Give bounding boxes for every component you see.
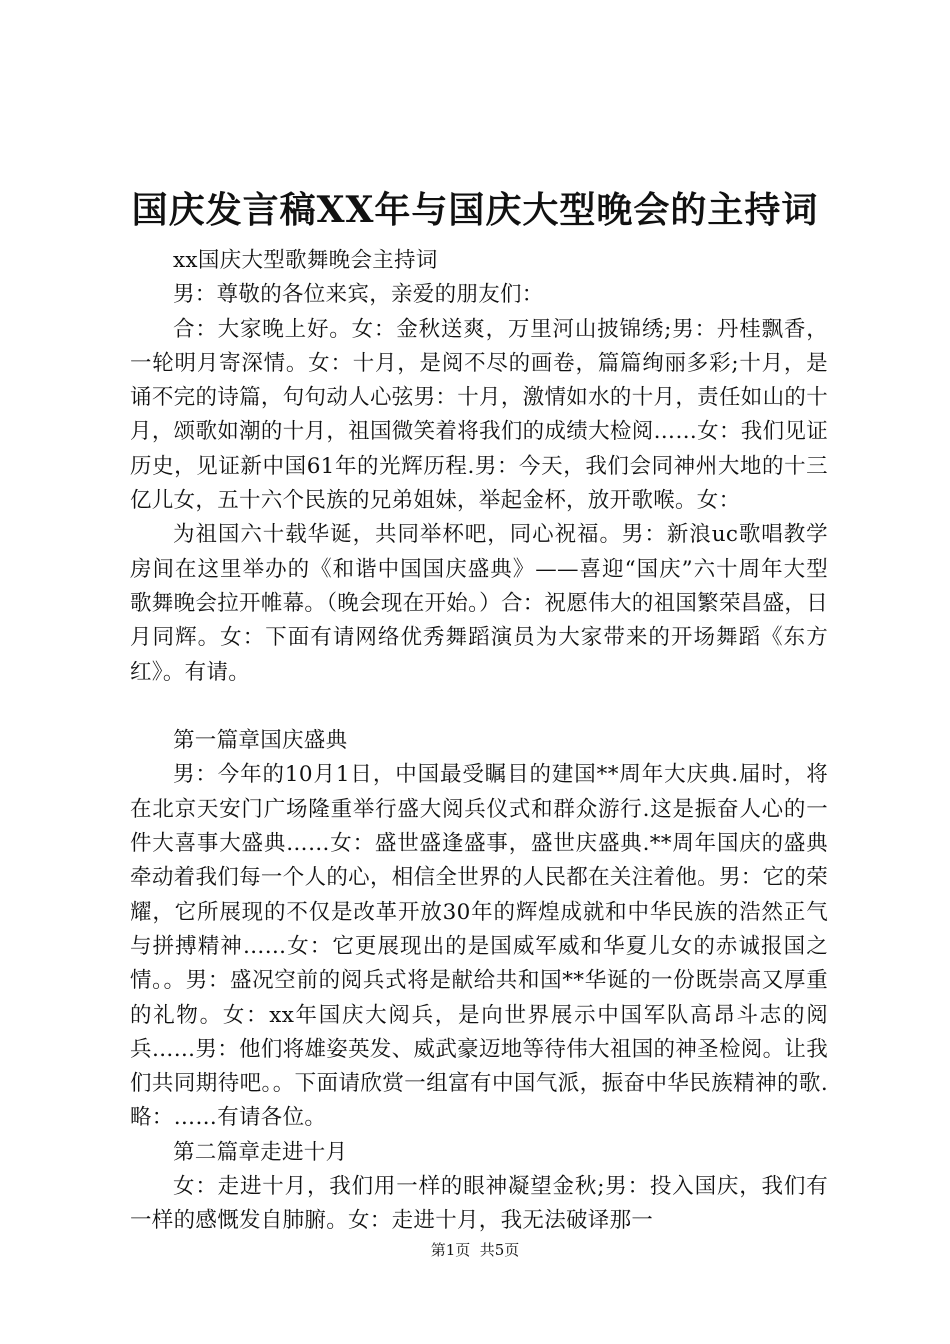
- body-paragraph: 男：今年的10月1日，中国最受瞩目的建国**周年大庆典.届时，将在北京天安门广场隆重举行盛大阅兵仪式和群众游行.这是振奋人心的一件大喜事大盛典……女：盛世盛逢盛事，盛世庆盛典.**周年国庆的盛典牵动着我们每一个人的心，相信全世界的人民都在关注着他。男：它的荣耀，它所展现的不仅是改革开放30年的辉煌成就和中华民族的浩然正气与拼搏精神……女：它更展现出的是国威军威和华夏儿女的赤诚报国之情。。男：盛况空前的阅兵式将是献给共和国**华诞的一份既崇高又厚重的礼物。女：xx年国庆大阅兵，是向世界展示中国军队高昂斗志的阅兵……男：他们将雄姿英发、威武豪迈地等待伟大祖国的神圣检阅。让我们共同期待吧。。下面请欣赏一组富有中国气派，振奋中华民族精神的歌.略：……有请各位。: [130, 762, 828, 1131]
- body-paragraph: 为祖国六十载华诞，共同举杯吧，同心祝福。男：新浪uc歌唱教学房间在这里举办的《和谐中国国庆盛典》——喜迎“国庆”六十周年大型歌舞晚会拉开帷幕。（晚会现在开始。）合：祝愿伟大的祖国繁荣昌盛，日月同辉。女：下面有请网络优秀舞蹈演员为大家带来的开场舞蹈《东方红》。有请。: [130, 522, 828, 685]
- body-paragraph: 女：走进十月，我们用一样的眼神凝望金秋;男：投入国庆，我们有一样的感慨发自肺腑。女：走进十月，我无法破译那一: [130, 1174, 828, 1234]
- document-title: 国庆发言稿XX年与国庆大型晚会的主持词: [131, 189, 819, 231]
- body-paragraph: 男：尊敬的各位来宾，亲爱的朋友们：: [173, 282, 544, 308]
- page-number: 第1页 共5页: [430, 1241, 520, 1259]
- paragraph-spacer: [130, 690, 828, 724]
- document-body: [130, 244, 828, 1239]
- section-heading: 第二篇章走进十月: [173, 1139, 348, 1165]
- body-paragraph: 合：大家晚上好。女：金秋送爽，万里河山披锦绣;男：丹桂飘香，一轮明月寄深情。女：十月，是阅不尽的画卷，篇篇绚丽多彩;十月，是诵不完的诗篇，句句动人心弦男：十月，激情如水的十月，责任如山的十月，颂歌如潮的十月，祖国微笑着将我们的成绩大检阅……女：我们见证历史，见证新中国61年的光辉历程.男：今天，我们会同神州大地的十三亿儿女，五十六个民族的兄弟姐妹，举起金杯，放开歌喉。女：: [130, 316, 828, 514]
- subtitle-paragraph: xx国庆大型歌舞晚会主持词: [173, 248, 438, 273]
- page-footer: [0, 1240, 950, 1260]
- section-heading: 第一篇章国庆盛典: [173, 728, 348, 754]
